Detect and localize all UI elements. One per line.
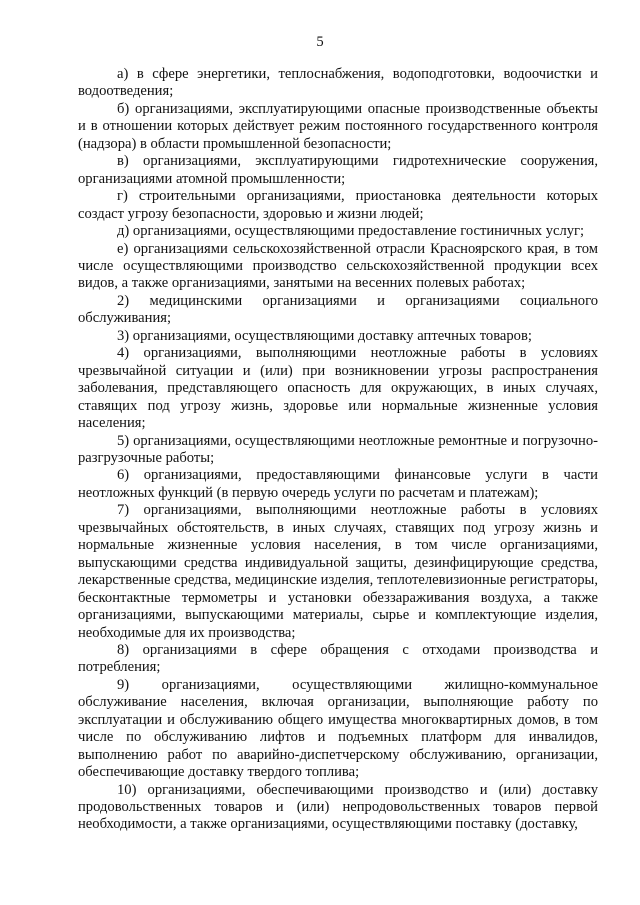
page-number: 5 — [316, 34, 324, 50]
document-body — [78, 66, 598, 834]
paragraph-item-3: 3) организациями, осуществляющими доставку аптечных товаров; — [117, 327, 532, 344]
paragraph-item-a: а) в сфере энергетики, теплоснабжения, водоподготовки, водоочистки и водоотведения; — [78, 66, 598, 100]
paragraph-item-9: 9) организациями, осуществляющими жилищно-коммунальное обслуживание населения, включая организации, выполняющие работу по эксплуатации и обслуживанию общего имущества многоквартирных домов, в том числе по обслуживанию лифтов и подъемных платформ для инвалидов, выполнению работ по аварийно-диспетчерскому обслуживанию, организации, обеспечивающие доставку твердого топлива; — [78, 676, 598, 781]
paragraph-item-b: б) организациями, эксплуатирующими опасные производственные объекты и в отношении которых действует режим постоянного государственного контроля (надзора) в области промышленной безопасности; — [78, 100, 598, 152]
paragraph-item-g: г) строительными организациями, приостановка деятельности которых создаст угрозу безопасности, здоровью и жизни людей; — [78, 188, 598, 222]
paragraph-item-10: 10) организациями, обеспечивающими производство и (или) доставку продовольственных товаров и (или) непродовольственных товаров первой необходимости, а также организациями, осуществляющими поставку (доставку, — [78, 781, 598, 833]
paragraph-item-e: е) организациями сельскохозяйственной отрасли Красноярского края, в том числе осуществляющими производство сельскохозяйственной продукции всех видов, а также организациями, занятыми на весенних полевых работах; — [78, 240, 598, 292]
paragraph-item-8: 8) организациями в сфере обращения с отходами производства и потребления; — [78, 641, 598, 676]
paragraph-item-v: в) организациями, эксплуатирующими гидротехнические сооружения, организациями атомной промышленности; — [78, 153, 598, 187]
paragraph-item-4: 4) организациями, выполняющими неотложные работы в условиях чрезвычайной ситуации и (или) при возникновении угрозы распространения заболевания, представляющего опасность для окружающих, в иных случаях, ставящих под угрозу жизнь, здоровье или нормальные жизненные условия населения; — [78, 345, 598, 432]
paragraph-item-5: 5) организациями, осуществляющими неотложные ремонтные и погрузочно-разгрузочные работы; — [78, 432, 598, 466]
paragraph-item-d: д) организациями, осуществляющими предоставление гостиничных услуг; — [117, 223, 585, 240]
paragraph-item-2: 2) медицинскими организациями и организациями социального обслуживания; — [78, 292, 598, 327]
paragraph-item-7: 7) организациями, выполняющими неотложные работы в условиях чрезвычайных обстоятельств, в иных случаях, ставящих под угрозу жизнь и нормальные жизненные условия населения, в том числе организациями, выпускающими средства индивидуальной защиты, дезинфицирующие средства, лекарственные средства, медицинские изделия, теплотелевизионные регистраторы, бесконтактные термометры и установки обеззараживания воздуха, а также организациями, выпускающими материалы, сырье и комплектующие изделия, необходимые для их производства; — [78, 502, 598, 641]
paragraph-item-6: 6) организациями, предоставляющими финансовые услуги в части неотложных функций (в первую очередь услуги по расчетам и платежам); — [78, 467, 598, 501]
